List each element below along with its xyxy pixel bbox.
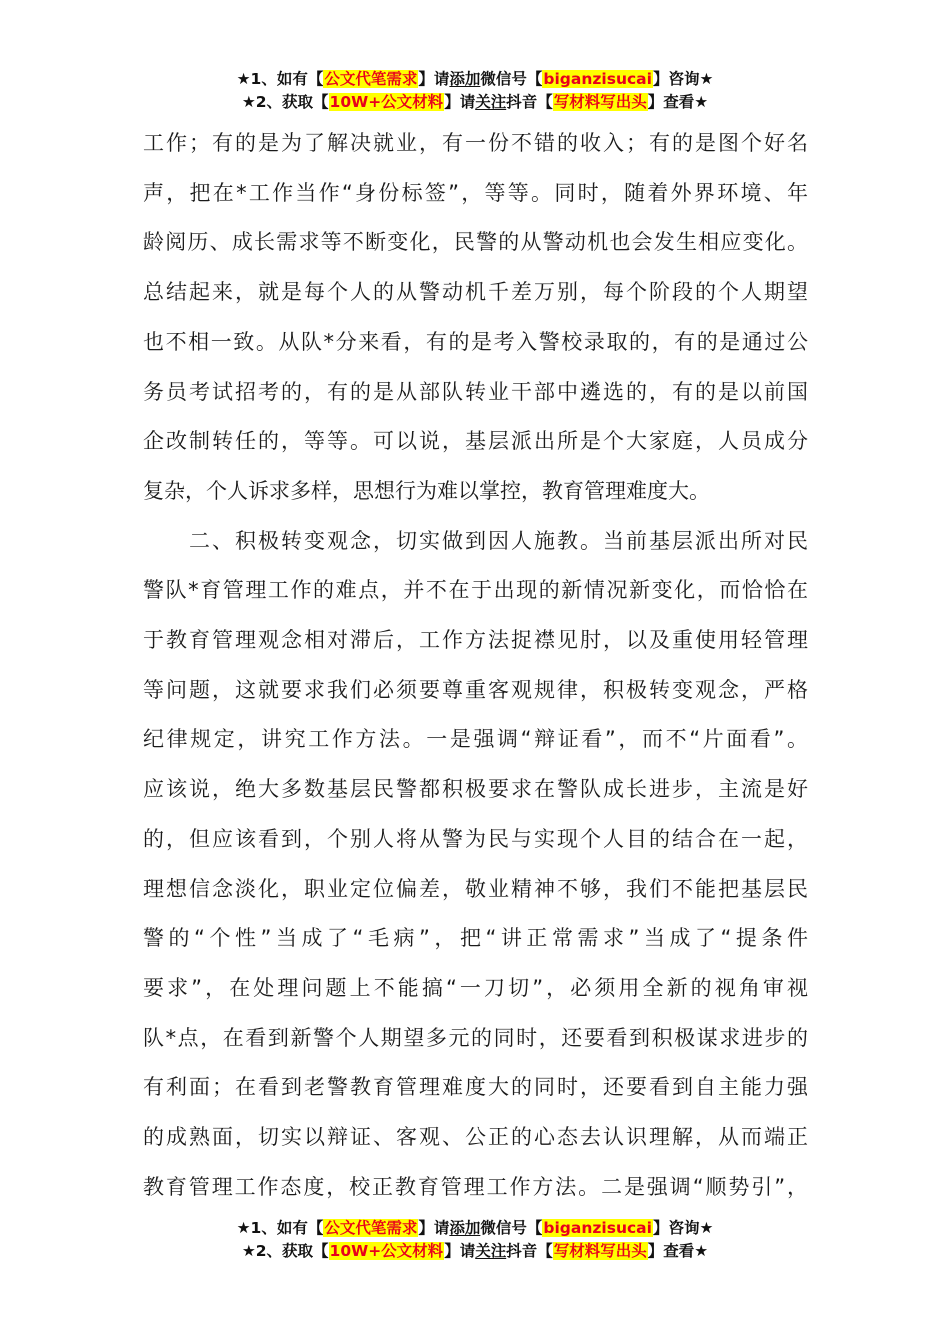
footer-banner bbox=[0, 1217, 950, 1263]
text-line: 教育管理工作态度，校正教育管理工作方法。二是强调“顺势引”， bbox=[143, 1174, 808, 1199]
banner-text: 抖音【 bbox=[506, 1242, 553, 1260]
highlight-wechat-id: biganzisucai bbox=[543, 70, 652, 88]
text-line: 纪律规定，讲究工作方法。一是强调“辩证看”，而不“片面看”。 bbox=[143, 727, 808, 752]
text-line: 龄阅历、成长需求等不断变化，民警的从警动机也会发生相应变化。 bbox=[143, 230, 808, 255]
banner-text: 】查看★ bbox=[647, 1242, 709, 1260]
text-line: 警队*育管理工作的难点，并不在于出现的新情况新变化，而恰恰在 bbox=[143, 578, 808, 603]
text-line: 企改制转任的，等等。可以说，基层派出所是个大家庭，人员成分 bbox=[143, 429, 808, 454]
text-line: 要求”，在处理问题上不能搞“一刀切”，必须用全新的视角审视 bbox=[143, 975, 808, 1000]
header-banner bbox=[0, 68, 950, 114]
text-line: 复杂，个人诉求多样，思想行为难以掌控，教育管理难度大。 bbox=[143, 478, 710, 503]
banner-text: 】咨询★ bbox=[652, 1219, 714, 1237]
banner-line-2 bbox=[0, 91, 950, 114]
text-line: 总结起来，就是每个人的从警动机千差万别，每个阶段的个人期望 bbox=[143, 280, 808, 305]
text-line: 务员考试招考的，有的是从部队转业干部中遴选的，有的是以前国 bbox=[143, 379, 808, 404]
banner-text: ★2、获取【 bbox=[241, 1242, 329, 1260]
text-line: 应该说，绝大多数基层民警都积极要求在警队成长进步，主流是好 bbox=[143, 777, 808, 802]
text-line: 工作；有的是为了解决就业，有一份不错的收入；有的是图个好名 bbox=[143, 131, 808, 155]
banner-text: 微信号【 bbox=[480, 70, 543, 88]
text-line: 于教育管理观念相对滞后，工作方法捉襟见肘，以及重使用轻管理 bbox=[143, 628, 808, 653]
highlight-materials: 10W+公文材料 bbox=[329, 1242, 444, 1260]
text-line: 警的“个性”当成了“毛病”，把“讲正常需求”当成了“提条件 bbox=[143, 926, 808, 951]
banner-text: 抖音【 bbox=[506, 93, 553, 111]
banner-text: 微信号【 bbox=[480, 1219, 543, 1237]
highlight-service: 公文代笔需求 bbox=[324, 70, 418, 88]
text-line: 有利面；在看到老警教育管理难度大的同时，还要看到自主能力强 bbox=[143, 1075, 808, 1100]
document-body bbox=[143, 119, 808, 1212]
text-line: 也不相一致。从队*分来看，有的是考入警校录取的，有的是通过公 bbox=[143, 329, 808, 354]
banner-text: 】请 bbox=[418, 70, 450, 88]
underlined-text: 关注 bbox=[475, 1242, 507, 1260]
highlight-service: 公文代笔需求 bbox=[324, 1219, 418, 1237]
banner-text: 】查看★ bbox=[647, 93, 709, 111]
highlight-account: 写材料写出头 bbox=[553, 1242, 647, 1260]
banner-text: ★2、获取【 bbox=[241, 93, 329, 111]
underlined-text: 关注 bbox=[475, 93, 507, 111]
text-line: 的成熟面，切实以辩证、客观、公正的心态去认识理解，从而端正 bbox=[143, 1125, 808, 1150]
highlight-account: 写材料写出头 bbox=[553, 93, 647, 111]
text-line: 二、积极转变观念，切实做到因人施教。当前基层派出所对民 bbox=[143, 528, 808, 553]
text-line: 声，把在*工作当作“身份标签”，等等。同时，随着外界环境、年 bbox=[143, 180, 808, 205]
banner-text: 】请 bbox=[418, 1219, 450, 1237]
underlined-text: 添加 bbox=[449, 70, 481, 88]
underlined-text: 添加 bbox=[449, 1219, 481, 1237]
highlight-materials: 10W+公文材料 bbox=[329, 93, 444, 111]
banner-text: 】请 bbox=[444, 93, 476, 111]
banner-text: 】咨询★ bbox=[652, 70, 714, 88]
banner-line-1 bbox=[0, 68, 950, 91]
highlight-wechat-id: biganzisucai bbox=[543, 1219, 652, 1237]
banner-line-2 bbox=[0, 1240, 950, 1263]
text-line: 队*点，在看到新警个人期望多元的同时，还要看到积极谋求进步的 bbox=[143, 1025, 808, 1050]
banner-text: ★1、如有【 bbox=[236, 70, 324, 88]
banner-text: 】请 bbox=[444, 1242, 476, 1260]
text-line: 理想信念淡化，职业定位偏差，敬业精神不够，我们不能把基层民 bbox=[143, 876, 808, 901]
text-line: 等问题，这就要求我们必须要尊重客观规律，积极转变观念，严格 bbox=[143, 677, 808, 702]
text-line: 的，但应该看到，个别人将从警为民与实现个人目的结合在一起， bbox=[143, 826, 808, 851]
banner-line-1 bbox=[0, 1217, 950, 1240]
banner-text: ★1、如有【 bbox=[236, 1219, 324, 1237]
